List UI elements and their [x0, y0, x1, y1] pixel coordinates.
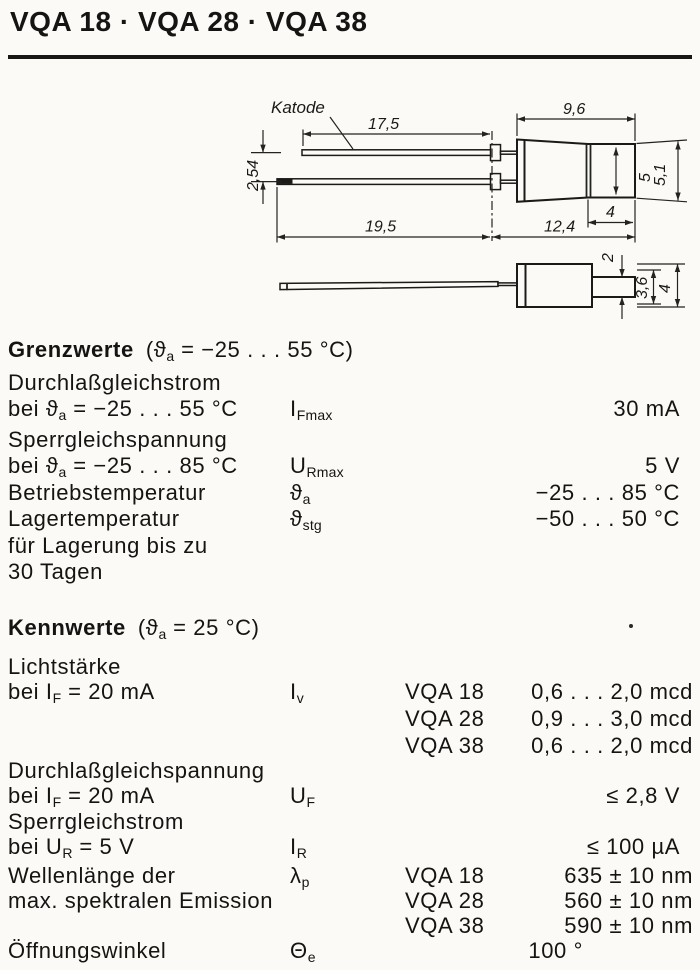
param-symbol: $I_v$	[290, 679, 304, 706]
param-label-cont: für Lagerung bis zu	[8, 533, 208, 558]
param-symbol: $\lambda_p$	[290, 863, 310, 890]
dim-9-6: 9,6	[563, 101, 586, 118]
param-label: Lichtstärke	[8, 654, 121, 679]
dim-17-5: 17,5	[368, 116, 400, 133]
dim-4-front: 4	[606, 204, 615, 221]
print-artifact-dot	[629, 624, 633, 628]
param-condition: bei $ϑ_a = -25$ . . . 55 °C	[8, 396, 238, 423]
led-side-view	[277, 140, 635, 202]
param-value: −25 . . . 85 °C	[535, 480, 680, 505]
param-label-cont: 30 Tagen	[8, 559, 103, 584]
param-label: Wellenlänge der	[8, 863, 176, 888]
header-rule	[8, 55, 692, 59]
variant-value: 560 ± 10 nm	[564, 888, 693, 913]
variant-value: 635 ± 10 nm	[564, 863, 693, 888]
variant-name: VQA 28	[405, 706, 485, 731]
variant-value: 0,6 . . . 2,0 mcd	[531, 733, 693, 758]
param-symbol: $U_F$	[290, 783, 316, 810]
dim-4-outer: 4	[657, 284, 674, 293]
param-condition: bei $U_R = 5$ V	[8, 834, 135, 861]
variant-value: 590 ± 10 nm	[564, 913, 693, 938]
variant-value: 0,9 . . . 3,0 mcd	[531, 706, 693, 731]
variant-name: VQA 18	[405, 679, 485, 704]
variant-name: VQA 38	[405, 733, 485, 758]
technical-drawing	[0, 85, 700, 343]
param-symbol: $ϑ_{stg}$	[290, 506, 322, 533]
param-label: Durchlaßgleichstrom	[8, 370, 222, 395]
variant-name: VQA 28	[405, 888, 485, 913]
param-value: 100 °	[528, 938, 583, 963]
param-value: ≤ 2,8 V	[606, 783, 680, 808]
dim-19-5: 19,5	[365, 218, 397, 236]
param-label: Durchlaßgleichspannung	[8, 758, 265, 783]
dim-2-tab: 2	[600, 253, 617, 262]
param-value: −50 . . . 50 °C	[535, 506, 680, 531]
led-top-view	[280, 264, 635, 307]
dim-12-4: 12,4	[544, 218, 576, 236]
param-label-cont: max. spektralen Emission	[8, 888, 274, 913]
param-condition: bei $I_F = 20$ mA	[8, 679, 155, 706]
param-label: Betriebstemperatur	[8, 480, 206, 505]
param-label: Öffnungswinkel	[8, 938, 167, 963]
dim-2-54: 2,54	[245, 159, 262, 191]
variant-value: 0,6 . . . 2,0 mcd	[531, 679, 693, 704]
param-label: Sperrgleichspannung	[8, 427, 228, 452]
param-value: 30 mA	[613, 396, 680, 421]
page-title: VQA 18 · VQA 28 · VQA 38	[10, 6, 368, 37]
param-symbol: $\Theta_e$	[290, 938, 316, 965]
dim-3-6: 3,6	[634, 276, 651, 299]
katode-label: Katode	[271, 98, 325, 117]
param-value: ≤ 100 µA	[586, 834, 680, 859]
param-value: 5 V	[645, 453, 680, 478]
dim-5-1: 5,1	[652, 163, 669, 186]
param-symbol: $I_R$	[290, 834, 308, 861]
grenzwerte-heading: Grenzwerte ($ϑ_a = -25$ . . . 55 °C)	[8, 337, 354, 364]
kennwerte-heading: Kennwerte ($ϑ_a = 25$ °C)	[8, 615, 260, 642]
param-condition: bei $I_F = 20$ mA	[8, 783, 155, 810]
param-symbol: $U_{Rmax}$	[290, 453, 344, 480]
param-condition: bei $ϑ_a = -25$ . . . 85 °C	[8, 453, 238, 480]
variant-name: VQA 18	[405, 863, 485, 888]
variant-name: VQA 38	[405, 913, 485, 938]
dim-5: 5	[637, 173, 654, 182]
param-label: Sperrgleichstrom	[8, 809, 184, 834]
param-symbol: $ϑ_a$	[290, 480, 311, 507]
param-symbol: $I_{Fmax}$	[290, 396, 333, 423]
param-label: Lagertemperatur	[8, 506, 180, 531]
